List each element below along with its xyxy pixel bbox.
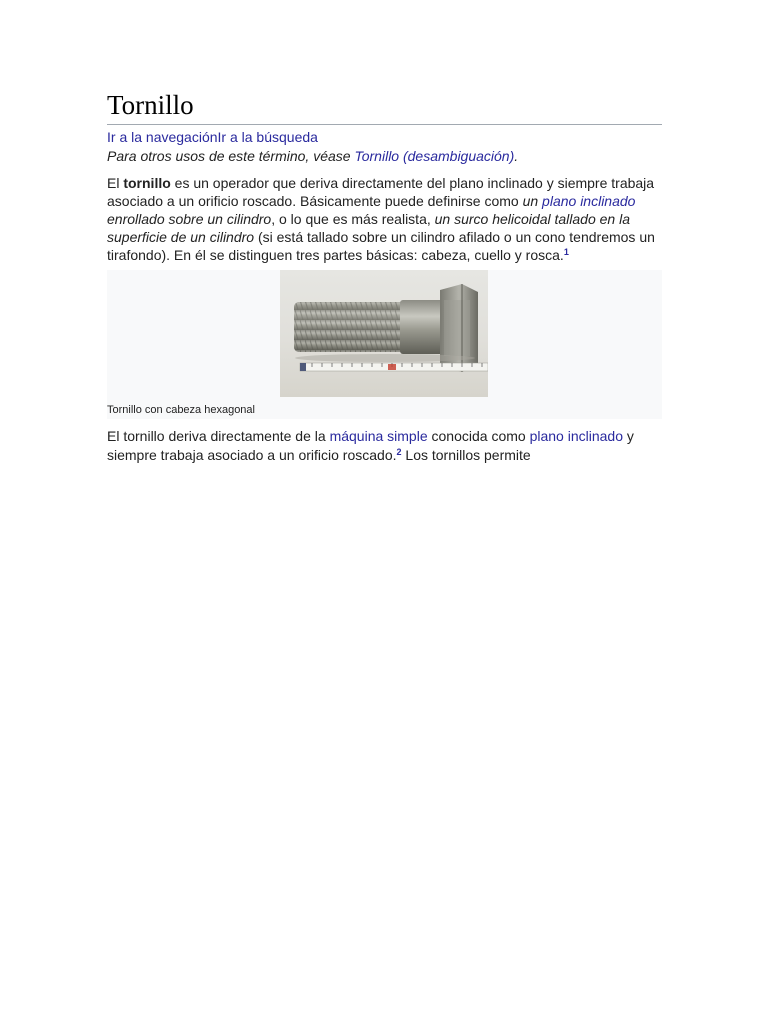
- text-span: (si está tallado sobre un cilindro afilado o un cono tendremos un tirafondo). En él se distinguen tres partes básicas: cabeza, cuello y rosca.: [107, 229, 655, 263]
- text-span: es un operador que deriva directamente del plano inclinado y siempre trabaja asociado a un orificio roscado. Básicamente puede definirse como: [107, 175, 655, 209]
- jump-to-navigation-link[interactable]: Ir a la navegación: [107, 129, 218, 145]
- article-content: [107, 88, 662, 465]
- bolt-photo[interactable]: [280, 270, 488, 397]
- text-span: El: [107, 175, 124, 191]
- hatnote-suffix: .: [514, 148, 519, 164]
- text-span: y siempre trabaja asociado a un orificio roscado.: [107, 428, 634, 463]
- bolt-photo-drawing: [280, 270, 488, 397]
- text-span: , o lo que es más realista,: [271, 211, 435, 227]
- figure: [107, 270, 662, 419]
- plano-inclinado-link[interactable]: plano inclinado: [542, 193, 636, 209]
- reference-1-link[interactable]: 1: [563, 247, 569, 257]
- italic-span: enrollado sobre un cilindro: [107, 211, 272, 227]
- italic-span: un: [522, 193, 543, 209]
- reference-2-link[interactable]: 2: [396, 447, 402, 457]
- intro-paragraph: [107, 174, 662, 264]
- figure-caption: Tornillo con cabeza hexagonal: [107, 404, 255, 416]
- hatnote-text: Para otros usos de este término, véase: [107, 148, 355, 164]
- jump-links: [107, 128, 662, 147]
- page-title: Tornillo: [107, 88, 662, 125]
- disambiguation-link[interactable]: Tornillo (desambiguación): [354, 148, 515, 164]
- reference-1[interactable]: [564, 247, 569, 257]
- hatnote: [107, 147, 662, 166]
- bold-term: tornillo: [123, 175, 171, 191]
- jump-to-search-link[interactable]: Ir a la búsqueda: [217, 129, 318, 145]
- text-span: conocida como: [427, 428, 530, 444]
- text-span: Los tornillos permite: [401, 447, 531, 463]
- plano-inclinado-link-2[interactable]: plano inclinado: [529, 428, 623, 444]
- body-paragraph: [107, 427, 662, 465]
- text-span: El tornillo deriva directamente de la: [107, 428, 330, 444]
- maquina-simple-link[interactable]: máquina simple: [329, 428, 428, 444]
- italic-span: un surco helicoidal tallado en la superficie de un cilindro: [107, 211, 630, 245]
